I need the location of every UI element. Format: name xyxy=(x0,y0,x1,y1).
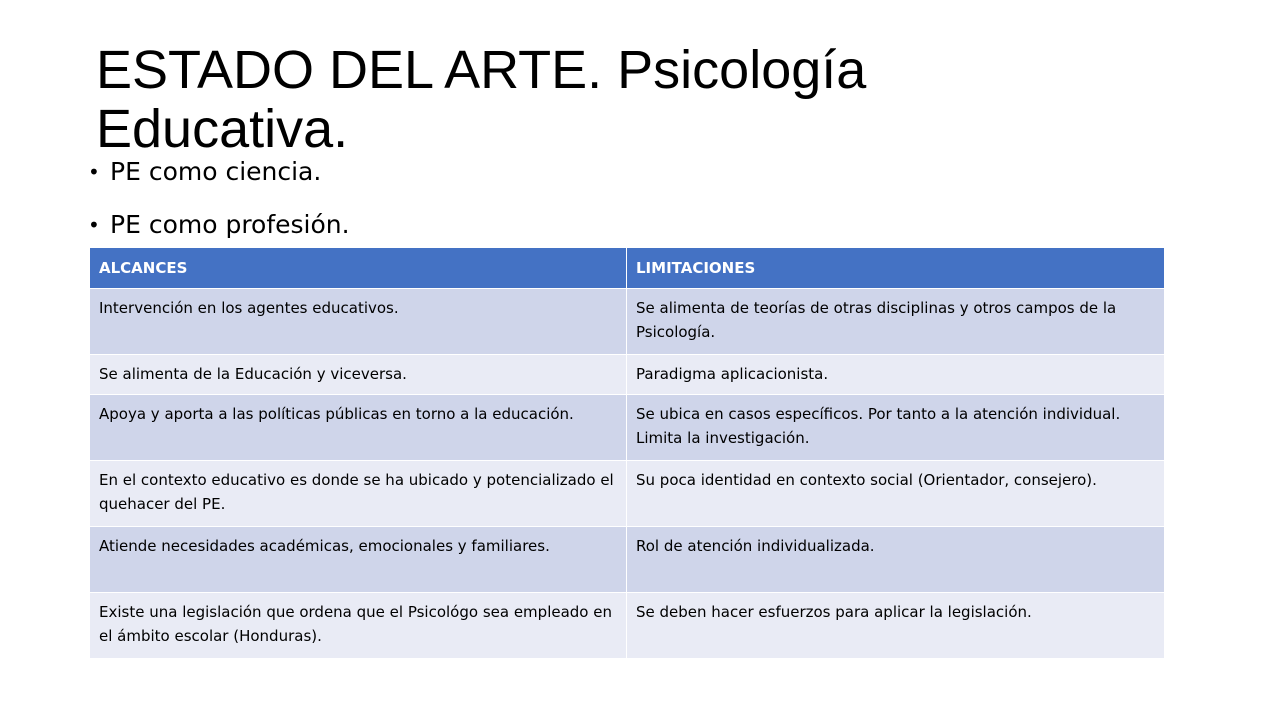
table-row xyxy=(90,395,1165,461)
alcance-cell: Se alimenta de la Educación y viceversa. xyxy=(90,355,627,395)
table-row xyxy=(90,461,1165,527)
alcance-cell: En el contexto educativo es donde se ha ubicado y potencializado el quehacer del PE. xyxy=(90,461,627,527)
table-row xyxy=(90,527,1165,593)
alcance-cell: Atiende necesidades académicas, emocionales y familiares. xyxy=(90,527,627,593)
header-alcances: ALCANCES xyxy=(90,248,627,289)
header-limitaciones: LIMITACIONES xyxy=(627,248,1165,289)
bullet-dot-icon: • xyxy=(88,213,100,237)
slide-title: ESTADO DEL ARTE. Psicología Educativa. xyxy=(96,40,867,159)
table-header-row xyxy=(90,248,1165,289)
bullet-text: PE como ciencia. xyxy=(110,157,322,186)
bullet-list xyxy=(88,153,350,244)
alcance-cell: Intervención en los agentes educativos. xyxy=(90,289,627,355)
limitacion-cell: Rol de atención individualizada. xyxy=(627,527,1165,593)
limitacion-cell: Se ubica en casos específicos. Por tanto a la atención individual. Limita la investigación. xyxy=(627,395,1165,461)
bullet-text: PE como profesión. xyxy=(110,210,350,239)
limitacion-cell: Se deben hacer esfuerzos para aplicar la legislación. xyxy=(627,593,1165,659)
bullet-dot-icon: • xyxy=(88,160,100,184)
table-row xyxy=(90,355,1165,395)
table-row xyxy=(90,593,1165,659)
alcance-cell: Existe una legislación que ordena que el Psicológo sea empleado en el ámbito escolar (Honduras). xyxy=(90,593,627,659)
limitacion-cell: Paradigma aplicacionista. xyxy=(627,355,1165,395)
alcance-cell: Apoya y aporta a las políticas públicas en torno a la educación. xyxy=(90,395,627,461)
bullet-item xyxy=(88,206,350,244)
table-row xyxy=(90,289,1165,355)
comparison-table xyxy=(89,247,1165,659)
limitacion-cell: Se alimenta de teorías de otras disciplinas y otros campos de la Psicología. xyxy=(627,289,1165,355)
limitacion-cell: Su poca identidad en contexto social (Orientador, consejero). xyxy=(627,461,1165,527)
